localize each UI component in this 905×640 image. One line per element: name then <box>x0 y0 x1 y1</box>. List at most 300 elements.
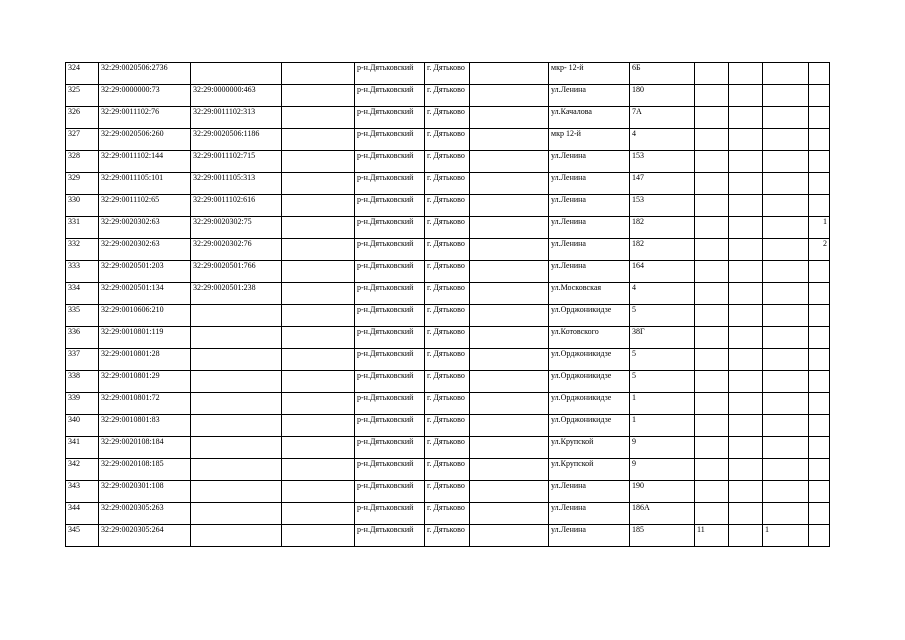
value-cell <box>763 107 809 129</box>
value-cell <box>695 305 729 327</box>
street-cell: ул.Ленина <box>549 173 630 195</box>
table-row <box>66 261 830 283</box>
row-number-cell: 324 <box>66 63 99 85</box>
cadastral-number-2-cell <box>191 371 282 393</box>
value-cell <box>695 437 729 459</box>
row-number-cell: 341 <box>66 437 99 459</box>
empty-cell <box>470 305 549 327</box>
cadastral-number-2-cell: 32:29:0011102:313 <box>191 107 282 129</box>
house-number-cell: 1 <box>630 393 695 415</box>
cadastral-number-2-cell <box>191 63 282 85</box>
empty-cell <box>282 415 355 437</box>
house-number-cell: 1 <box>630 415 695 437</box>
city-cell: г. Дятьково <box>425 459 470 481</box>
cadastral-number-2-cell <box>191 393 282 415</box>
cadastral-number-cell: 32:29:0020305:264 <box>99 525 191 547</box>
value-cell <box>809 349 830 371</box>
city-cell: г. Дятьково <box>425 349 470 371</box>
street-cell: ул.Ленина <box>549 261 630 283</box>
value-cell <box>729 239 763 261</box>
value-cell <box>809 195 830 217</box>
house-number-cell: 147 <box>630 173 695 195</box>
cadastral-number-2-cell <box>191 481 282 503</box>
street-cell: ул.Ленина <box>549 525 630 547</box>
district-cell: р-н.Дятьковский <box>355 459 425 481</box>
empty-cell <box>470 503 549 525</box>
value-cell <box>809 525 830 547</box>
row-number-cell: 333 <box>66 261 99 283</box>
table-row <box>66 151 830 173</box>
empty-cell <box>282 305 355 327</box>
cadastral-number-2-cell: 32:29:0011102:715 <box>191 151 282 173</box>
cadastral-number-2-cell <box>191 327 282 349</box>
empty-cell <box>470 239 549 261</box>
table-row <box>66 481 830 503</box>
district-cell: р-н.Дятьковский <box>355 195 425 217</box>
district-cell: р-н.Дятьковский <box>355 327 425 349</box>
house-number-cell: 9 <box>630 437 695 459</box>
street-cell: ул.Ленина <box>549 481 630 503</box>
cadastral-number-2-cell <box>191 525 282 547</box>
value-cell <box>695 283 729 305</box>
table-row <box>66 327 830 349</box>
table-row <box>66 393 830 415</box>
value-cell <box>809 371 830 393</box>
empty-cell <box>470 261 549 283</box>
city-cell: г. Дятьково <box>425 261 470 283</box>
empty-cell <box>282 261 355 283</box>
table-row <box>66 173 830 195</box>
empty-cell <box>282 195 355 217</box>
city-cell: г. Дятьково <box>425 129 470 151</box>
table-row <box>66 239 830 261</box>
empty-cell <box>282 503 355 525</box>
city-cell: г. Дятьково <box>425 327 470 349</box>
value-cell <box>729 481 763 503</box>
value-cell <box>695 129 729 151</box>
value-cell <box>729 195 763 217</box>
cadastral-number-2-cell: 32:29:0020501:238 <box>191 283 282 305</box>
house-number-cell: 182 <box>630 239 695 261</box>
cadastral-number-cell: 32:29:0010801:83 <box>99 415 191 437</box>
district-cell: р-н.Дятьковский <box>355 371 425 393</box>
house-number-cell: 185 <box>630 525 695 547</box>
value-cell <box>695 195 729 217</box>
value-cell <box>763 327 809 349</box>
row-number-cell: 342 <box>66 459 99 481</box>
registry-table <box>65 62 830 547</box>
cadastral-number-cell: 32:29:0011102:144 <box>99 151 191 173</box>
value-cell <box>695 239 729 261</box>
value-cell <box>809 129 830 151</box>
row-number-cell: 325 <box>66 85 99 107</box>
value-cell <box>809 415 830 437</box>
city-cell: г. Дятьково <box>425 437 470 459</box>
value-cell: 1 <box>763 525 809 547</box>
cadastral-number-2-cell: 32:29:0020302:76 <box>191 239 282 261</box>
value-cell <box>729 129 763 151</box>
cadastral-number-2-cell: 32:29:0020501:766 <box>191 261 282 283</box>
table-row <box>66 459 830 481</box>
empty-cell <box>282 85 355 107</box>
cadastral-number-cell: 32:29:0010801:72 <box>99 393 191 415</box>
empty-cell <box>282 239 355 261</box>
value-cell <box>729 327 763 349</box>
value-cell <box>763 305 809 327</box>
value-cell <box>809 107 830 129</box>
city-cell: г. Дятьково <box>425 283 470 305</box>
empty-cell <box>282 481 355 503</box>
row-number-cell: 330 <box>66 195 99 217</box>
city-cell: г. Дятьково <box>425 503 470 525</box>
empty-cell <box>470 283 549 305</box>
house-number-cell: 153 <box>630 151 695 173</box>
street-cell: мкр 12-й <box>549 129 630 151</box>
value-cell <box>695 173 729 195</box>
value-cell <box>695 393 729 415</box>
value-cell <box>809 151 830 173</box>
street-cell: ул.Орджоникидзе <box>549 393 630 415</box>
value-cell <box>809 63 830 85</box>
value-cell <box>729 437 763 459</box>
table-row <box>66 85 830 107</box>
value-cell <box>695 327 729 349</box>
row-number-cell: 343 <box>66 481 99 503</box>
empty-cell <box>470 437 549 459</box>
value-cell <box>729 63 763 85</box>
value-cell <box>695 261 729 283</box>
value-cell <box>763 349 809 371</box>
house-number-cell: 7А <box>630 107 695 129</box>
cadastral-number-2-cell: 32:29:0020506:1186 <box>191 129 282 151</box>
empty-cell <box>282 349 355 371</box>
street-cell: ул.Крупской <box>549 459 630 481</box>
district-cell: р-н.Дятьковский <box>355 261 425 283</box>
value-cell <box>729 283 763 305</box>
street-cell: ул.Ленина <box>549 239 630 261</box>
street-cell: ул.Ленина <box>549 85 630 107</box>
value-cell <box>809 459 830 481</box>
cadastral-number-cell: 32:29:0020305:263 <box>99 503 191 525</box>
cadastral-number-2-cell: 32:29:0000000:463 <box>191 85 282 107</box>
house-number-cell: 5 <box>630 305 695 327</box>
table-row <box>66 415 830 437</box>
street-cell: ул.Качалова <box>549 107 630 129</box>
cadastral-number-2-cell <box>191 415 282 437</box>
value-cell <box>729 85 763 107</box>
value-cell <box>763 129 809 151</box>
row-number-cell: 336 <box>66 327 99 349</box>
cadastral-number-2-cell <box>191 459 282 481</box>
city-cell: г. Дятьково <box>425 371 470 393</box>
street-cell: ул.Орджоникидзе <box>549 371 630 393</box>
value-cell <box>729 415 763 437</box>
empty-cell <box>470 85 549 107</box>
district-cell: р-н.Дятьковский <box>355 85 425 107</box>
empty-cell <box>470 129 549 151</box>
cadastral-number-cell: 32:29:0020501:134 <box>99 283 191 305</box>
street-cell: мкр- 12-й <box>549 63 630 85</box>
house-number-cell: 5 <box>630 349 695 371</box>
table-row <box>66 371 830 393</box>
district-cell: р-н.Дятьковский <box>355 437 425 459</box>
value-cell <box>763 371 809 393</box>
city-cell: г. Дятьково <box>425 85 470 107</box>
value-cell <box>695 503 729 525</box>
empty-cell <box>470 393 549 415</box>
row-number-cell: 334 <box>66 283 99 305</box>
row-number-cell: 328 <box>66 151 99 173</box>
cadastral-number-2-cell <box>191 349 282 371</box>
cadastral-number-2-cell: 32:29:0011102:616 <box>191 195 282 217</box>
district-cell: р-н.Дятьковский <box>355 239 425 261</box>
empty-cell <box>282 173 355 195</box>
district-cell: р-н.Дятьковский <box>355 525 425 547</box>
district-cell: р-н.Дятьковский <box>355 283 425 305</box>
value-cell <box>695 107 729 129</box>
empty-cell <box>470 217 549 239</box>
table-row <box>66 107 830 129</box>
value-cell <box>763 437 809 459</box>
empty-cell <box>282 283 355 305</box>
city-cell: г. Дятьково <box>425 239 470 261</box>
empty-cell <box>282 459 355 481</box>
value-cell <box>763 393 809 415</box>
house-number-cell: 5 <box>630 371 695 393</box>
empty-cell <box>470 173 549 195</box>
value-cell <box>729 371 763 393</box>
empty-cell <box>282 371 355 393</box>
value-cell <box>809 173 830 195</box>
value-cell <box>763 503 809 525</box>
value-cell <box>763 217 809 239</box>
cadastral-number-cell: 32:29:0020506:2736 <box>99 63 191 85</box>
value-cell <box>695 151 729 173</box>
value-cell <box>809 393 830 415</box>
value-cell <box>729 217 763 239</box>
district-cell: р-н.Дятьковский <box>355 217 425 239</box>
value-cell <box>695 349 729 371</box>
street-cell: ул.Ленина <box>549 195 630 217</box>
value-cell <box>809 327 830 349</box>
value-cell <box>729 525 763 547</box>
district-cell: р-н.Дятьковский <box>355 107 425 129</box>
row-number-cell: 327 <box>66 129 99 151</box>
empty-cell <box>470 195 549 217</box>
row-number-cell: 332 <box>66 239 99 261</box>
district-cell: р-н.Дятьковский <box>355 129 425 151</box>
row-number-cell: 335 <box>66 305 99 327</box>
row-number-cell: 344 <box>66 503 99 525</box>
city-cell: г. Дятьково <box>425 63 470 85</box>
cadastral-number-cell: 32:29:0011105:101 <box>99 173 191 195</box>
cadastral-number-cell: 32:29:0020302:63 <box>99 239 191 261</box>
cadastral-number-cell: 32:29:0010801:28 <box>99 349 191 371</box>
district-cell: р-н.Дятьковский <box>355 305 425 327</box>
house-number-cell: 182 <box>630 217 695 239</box>
district-cell: р-н.Дятьковский <box>355 481 425 503</box>
empty-cell <box>470 371 549 393</box>
cadastral-number-2-cell <box>191 503 282 525</box>
value-cell <box>695 371 729 393</box>
cadastral-number-cell: 32:29:0010801:29 <box>99 371 191 393</box>
empty-cell <box>470 459 549 481</box>
district-cell: р-н.Дятьковский <box>355 349 425 371</box>
cadastral-number-cell: 32:29:0020108:185 <box>99 459 191 481</box>
value-cell <box>763 173 809 195</box>
street-cell: ул.Крупской <box>549 437 630 459</box>
house-number-cell: 180 <box>630 85 695 107</box>
value-cell <box>729 349 763 371</box>
value-cell <box>809 261 830 283</box>
house-number-cell: 6Б <box>630 63 695 85</box>
cadastral-number-cell: 32:29:0020501:203 <box>99 261 191 283</box>
street-cell: ул.Орджоникидзе <box>549 349 630 371</box>
table-row <box>66 305 830 327</box>
value-cell <box>763 481 809 503</box>
value-cell: 2 <box>809 239 830 261</box>
value-cell <box>763 459 809 481</box>
value-cell <box>695 63 729 85</box>
value-cell <box>729 173 763 195</box>
value-cell <box>809 283 830 305</box>
street-cell: ул.Орджоникидзе <box>549 415 630 437</box>
house-number-cell: 38Г <box>630 327 695 349</box>
house-number-cell: 9 <box>630 459 695 481</box>
district-cell: р-н.Дятьковский <box>355 415 425 437</box>
value-cell <box>729 393 763 415</box>
cadastral-number-cell: 32:29:0010606:210 <box>99 305 191 327</box>
district-cell: р-н.Дятьковский <box>355 63 425 85</box>
value-cell <box>729 151 763 173</box>
value-cell <box>763 85 809 107</box>
value-cell: 1 <box>809 217 830 239</box>
empty-cell <box>470 151 549 173</box>
value-cell <box>729 107 763 129</box>
empty-cell <box>470 349 549 371</box>
district-cell: р-н.Дятьковский <box>355 173 425 195</box>
row-number-cell: 331 <box>66 217 99 239</box>
value-cell <box>695 481 729 503</box>
district-cell: р-н.Дятьковский <box>355 503 425 525</box>
city-cell: г. Дятьково <box>425 195 470 217</box>
street-cell: ул.Орджоникидзе <box>549 305 630 327</box>
house-number-cell: 153 <box>630 195 695 217</box>
city-cell: г. Дятьково <box>425 481 470 503</box>
value-cell <box>729 503 763 525</box>
city-cell: г. Дятьково <box>425 107 470 129</box>
district-cell: р-н.Дятьковский <box>355 393 425 415</box>
row-number-cell: 326 <box>66 107 99 129</box>
city-cell: г. Дятьково <box>425 217 470 239</box>
value-cell <box>695 217 729 239</box>
row-number-cell: 337 <box>66 349 99 371</box>
table-row <box>66 349 830 371</box>
street-cell: ул.Котовского <box>549 327 630 349</box>
empty-cell <box>282 63 355 85</box>
empty-cell <box>282 151 355 173</box>
table-row <box>66 525 830 547</box>
street-cell: ул.Ленина <box>549 503 630 525</box>
empty-cell <box>282 129 355 151</box>
cadastral-number-2-cell <box>191 305 282 327</box>
empty-cell <box>470 63 549 85</box>
city-cell: г. Дятьково <box>425 393 470 415</box>
value-cell <box>763 63 809 85</box>
street-cell: ул.Ленина <box>549 151 630 173</box>
cadastral-number-cell: 32:29:0000000:73 <box>99 85 191 107</box>
city-cell: г. Дятьково <box>425 415 470 437</box>
value-cell <box>763 151 809 173</box>
row-number-cell: 340 <box>66 415 99 437</box>
cadastral-number-cell: 32:29:0020506:260 <box>99 129 191 151</box>
empty-cell <box>282 217 355 239</box>
value-cell <box>809 85 830 107</box>
house-number-cell: 4 <box>630 283 695 305</box>
table-row <box>66 437 830 459</box>
value-cell <box>763 283 809 305</box>
value-cell <box>809 437 830 459</box>
value-cell <box>695 415 729 437</box>
street-cell: ул.Московская <box>549 283 630 305</box>
value-cell <box>809 503 830 525</box>
value-cell <box>809 305 830 327</box>
value-cell <box>763 261 809 283</box>
cadastral-number-2-cell: 32:29:0020302:75 <box>191 217 282 239</box>
cadastral-number-cell: 32:29:0011102:76 <box>99 107 191 129</box>
empty-cell <box>470 327 549 349</box>
value-cell <box>763 239 809 261</box>
value-cell <box>695 459 729 481</box>
city-cell: г. Дятьково <box>425 151 470 173</box>
cadastral-number-cell: 32:29:0010801:119 <box>99 327 191 349</box>
house-number-cell: 190 <box>630 481 695 503</box>
row-number-cell: 338 <box>66 371 99 393</box>
value-cell: 11 <box>695 525 729 547</box>
table-row <box>66 63 830 85</box>
house-number-cell: 186А <box>630 503 695 525</box>
table-row <box>66 283 830 305</box>
empty-cell <box>282 437 355 459</box>
house-number-cell: 164 <box>630 261 695 283</box>
value-cell <box>729 261 763 283</box>
empty-cell <box>282 107 355 129</box>
cadastral-number-cell: 32:29:0020108:184 <box>99 437 191 459</box>
value-cell <box>695 85 729 107</box>
city-cell: г. Дятьково <box>425 525 470 547</box>
cadastral-number-cell: 32:29:0020301:108 <box>99 481 191 503</box>
cadastral-number-2-cell: 32:29:0011105:313 <box>191 173 282 195</box>
empty-cell <box>470 525 549 547</box>
value-cell <box>729 305 763 327</box>
value-cell <box>809 481 830 503</box>
value-cell <box>763 195 809 217</box>
cadastral-number-cell: 32:29:0011102:65 <box>99 195 191 217</box>
row-number-cell: 345 <box>66 525 99 547</box>
city-cell: г. Дятьково <box>425 173 470 195</box>
district-cell: р-н.Дятьковский <box>355 151 425 173</box>
table-row <box>66 129 830 151</box>
cadastral-number-2-cell <box>191 437 282 459</box>
table-row <box>66 195 830 217</box>
table-row <box>66 503 830 525</box>
empty-cell <box>470 107 549 129</box>
empty-cell <box>282 525 355 547</box>
empty-cell <box>282 327 355 349</box>
city-cell: г. Дятьково <box>425 305 470 327</box>
row-number-cell: 339 <box>66 393 99 415</box>
registry-table-body <box>66 63 830 547</box>
